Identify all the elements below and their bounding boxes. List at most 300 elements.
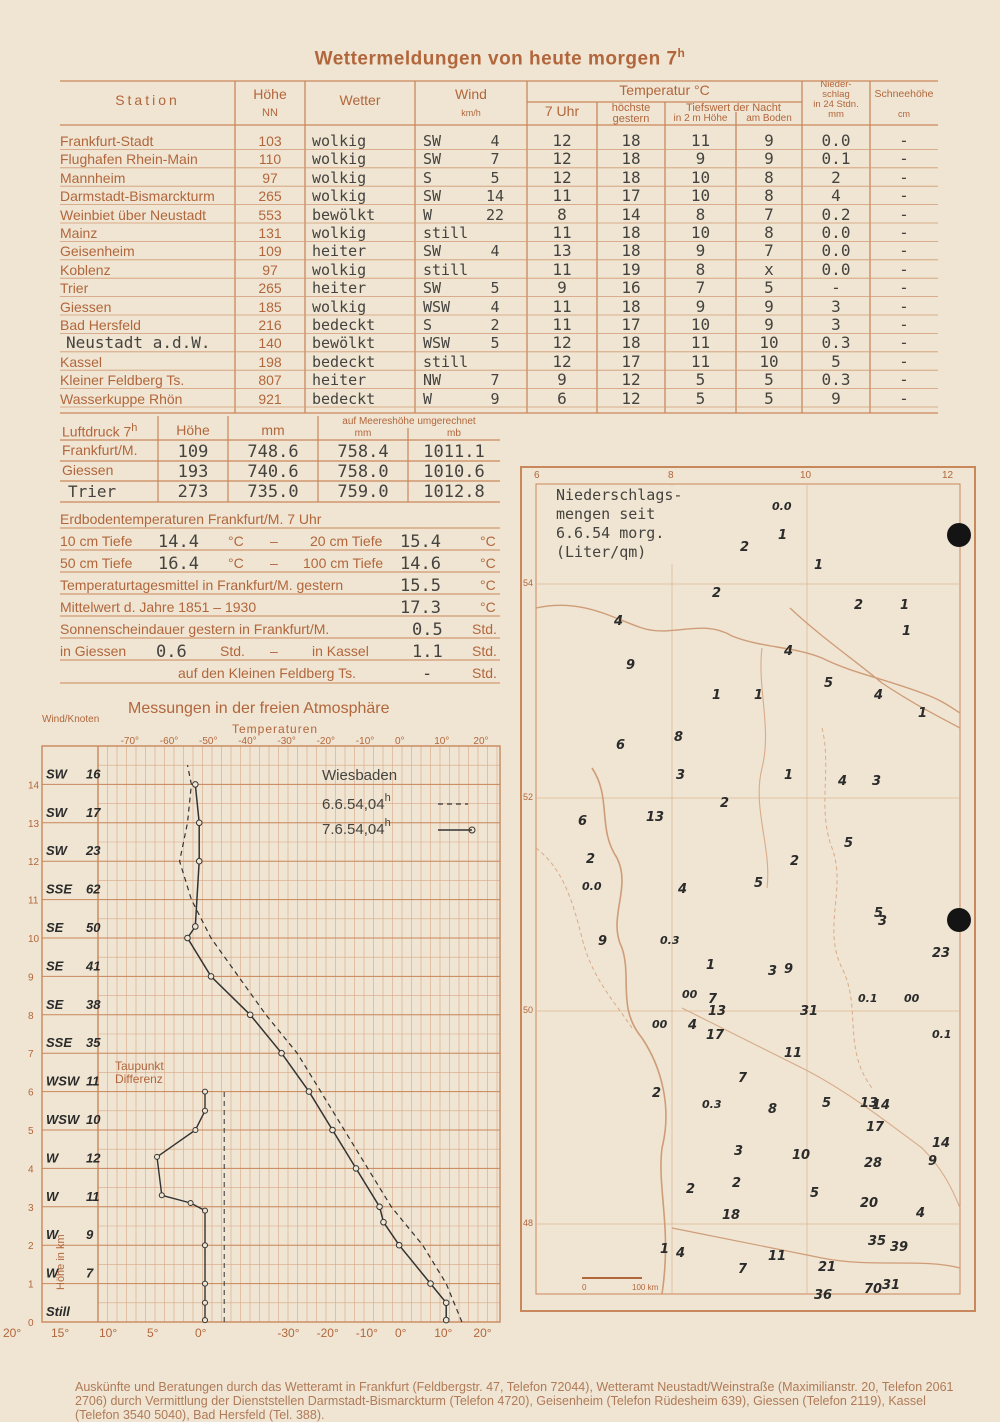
map-precip-value: 20 xyxy=(860,1196,879,1211)
hdr-hoehe: Höhe xyxy=(253,86,287,102)
station-tboden: 8 xyxy=(764,186,774,206)
feldberg-value: - xyxy=(422,664,433,684)
station-wetter: bewölkt xyxy=(312,205,376,224)
station-tmax: 18 xyxy=(621,296,641,316)
station-tmax: 14 xyxy=(621,204,641,224)
atmo-curve-point xyxy=(443,1317,449,1323)
station-name: Mannheim xyxy=(60,169,126,186)
hdr-nieder-3: in 24 Stdn. xyxy=(813,99,859,110)
precip-map xyxy=(520,466,976,1312)
atmo-bottom-tick: 10° xyxy=(434,1326,453,1340)
pressure-mb: 1011.1 xyxy=(423,442,485,462)
map-precip-value: 2 xyxy=(740,540,750,555)
station-t7: 12 xyxy=(552,351,572,371)
station-schnee: - xyxy=(899,167,909,187)
map-precip-value: 21 xyxy=(818,1260,837,1275)
station-wdir: S xyxy=(423,316,433,334)
map-precip-value: 11 xyxy=(784,1046,803,1061)
pressure-table xyxy=(60,416,500,504)
map-precip-value: 4 xyxy=(874,688,884,703)
station-wdir: SW xyxy=(423,150,442,169)
map-lon-tick-0: 6 xyxy=(534,470,540,481)
atmo-height-tick: 1 xyxy=(28,1279,34,1291)
station-schnee: - xyxy=(899,223,909,242)
hdr-wind: Wind xyxy=(455,86,487,102)
station-wetter: bedeckt xyxy=(312,316,376,334)
station-nied: 5 xyxy=(831,351,841,371)
atmo-wind-dir: SE xyxy=(46,958,64,974)
station-tboden: 7 xyxy=(764,204,774,224)
station-tboden: 5 xyxy=(764,278,774,298)
station-wspd: 5 xyxy=(490,279,500,298)
station-hoehe: 265 xyxy=(258,280,282,297)
station-name: Wasserkuppe Rhön xyxy=(60,390,183,407)
station-nied: 0.1 xyxy=(821,149,851,169)
station-nied: - xyxy=(831,278,841,298)
map-precip-value: 18 xyxy=(722,1208,741,1223)
map-precip-value: 1 xyxy=(814,558,824,573)
footer-text: Auskünfte und Beratungen durch das Wetteramt in Frankfurt (Feldbergstr. 47, Telefon 72044), Wetteramt Neustadt/Weinstraße (Maximilianstr. 20, Telefon 2061 2706) durch Vermittlung der Dienststellen Darmstadt-Bismarckturm (Telefon 4720), Geisenheim (Telefon Rüdesheim 639), Giessen (Telefon 2119), Kassel (Telefon 3540 5040), Bad Hersfeld (Tel. 388). xyxy=(75,1380,954,1422)
map-precip-value: 5 xyxy=(754,876,764,891)
station-hoehe: 185 xyxy=(258,298,282,315)
station-tmin: 5 xyxy=(695,370,706,390)
map-precip-value: 5 xyxy=(810,1186,820,1201)
station-tboden: 9 xyxy=(764,131,774,150)
station-tmax: 18 xyxy=(621,333,641,353)
station-hoehe: 216 xyxy=(258,317,282,333)
station-tmin: 10 xyxy=(690,167,711,187)
map-precip-value: 0.3 xyxy=(660,934,680,947)
atmo-bottom-tick: -30° xyxy=(277,1326,300,1340)
atmo-curve-point xyxy=(330,1127,336,1133)
atmo-height-tick: 3 xyxy=(28,1202,34,1214)
station-hoehe: 921 xyxy=(258,390,282,407)
station-wspd: 7 xyxy=(490,371,500,390)
map-precip-value: 00 xyxy=(682,988,698,1001)
atmo-top-tick: -50° xyxy=(199,736,218,747)
station-tmax: 18 xyxy=(621,131,641,150)
station-wdir: WSW xyxy=(423,297,451,316)
atmo-curve-point xyxy=(193,782,199,788)
soil-r2-dash: – xyxy=(270,555,278,571)
atmo-bottom-tick-left: 5° xyxy=(147,1326,159,1340)
mittel-label: Mittelwert d. Jahre 1851 – 1930 xyxy=(60,599,257,615)
atmo-wind-kn: 41 xyxy=(86,958,101,974)
station-wspd: 7 xyxy=(490,150,500,169)
station-hoehe: 807 xyxy=(258,372,282,389)
tmean-value: 15.5 xyxy=(400,576,441,596)
station-wdir: S xyxy=(423,168,433,187)
atmo-top-tick: -40° xyxy=(238,736,257,747)
map-precip-value: 35 xyxy=(868,1234,887,1249)
map-precip-value: 39 xyxy=(890,1240,909,1255)
hdr-nieder-4: mm xyxy=(828,109,844,120)
atmo-curve-point xyxy=(381,1219,387,1225)
station-t7: 9 xyxy=(557,370,567,390)
atmo-dew-point xyxy=(203,1300,208,1305)
atmo-height-label: Höhe in km xyxy=(55,1234,67,1290)
atmo-wind-dir: SW xyxy=(46,843,67,859)
map-precip-value: 1 xyxy=(754,688,764,703)
station-tmax: 17 xyxy=(621,186,641,206)
svg-text:0: 0 xyxy=(582,1283,587,1292)
station-tmin: 10 xyxy=(690,186,711,206)
station-nied: 4 xyxy=(831,186,841,206)
pressure-mm: 735.0 xyxy=(247,482,299,502)
map-title-l4: (Liter/qm) xyxy=(556,543,647,561)
map-precip-value: 14 xyxy=(932,1136,951,1151)
atmo-dew-point xyxy=(193,1128,198,1133)
station-tboden: 9 xyxy=(764,296,774,316)
pressure-name: Frankfurt/M. xyxy=(62,442,138,458)
station-wdir: still xyxy=(423,224,469,242)
atmo-height-tick: 10 xyxy=(28,934,40,945)
atmo-wind-kn: 50 xyxy=(86,920,101,935)
pressure-mb: 1010.6 xyxy=(423,462,485,482)
map-precip-value: 17 xyxy=(706,1028,725,1043)
soil-r2b-label: 100 cm Tiefe xyxy=(303,555,384,571)
atmo-curve-dashed xyxy=(180,765,462,1322)
atmo-height-tick: 0 xyxy=(28,1318,34,1329)
soil-block xyxy=(60,506,500,688)
atmo-wind-kn: 11 xyxy=(86,1073,100,1089)
map-precip-value: 00 xyxy=(652,1018,668,1031)
soil-r1-unit: °C xyxy=(228,533,244,549)
atmo-height-tick: 14 xyxy=(28,780,40,792)
atmo-dew-point xyxy=(203,1208,208,1213)
atmo-wind-dir: SW xyxy=(46,766,67,782)
station-schnee: - xyxy=(899,241,909,261)
station-nied: 0.3 xyxy=(821,370,851,390)
station-tmax: 18 xyxy=(621,223,641,242)
station-wdir: NW xyxy=(423,371,442,390)
station-name: Flughafen Rhein-Main xyxy=(60,151,198,168)
atmo-curve-point xyxy=(443,1300,449,1306)
station-schnee: - xyxy=(899,204,909,224)
pressure-hoehe: 109 xyxy=(177,442,209,462)
station-wetter: bedeckt xyxy=(312,389,376,408)
map-precip-value: 2 xyxy=(720,796,730,811)
atmo-wind-kn: 62 xyxy=(86,881,101,897)
atmo-wind-dir: W xyxy=(46,1227,59,1243)
map-precip-value: 6 xyxy=(578,814,588,829)
map-precip-value: 23 xyxy=(932,946,951,961)
map-precip-value: 5 xyxy=(824,676,834,691)
sonne-unit: Std. xyxy=(472,621,497,637)
soil-r2-unit: °C xyxy=(228,555,244,571)
station-wetter: heiter xyxy=(312,279,367,298)
map-precip-value: 2 xyxy=(732,1176,742,1191)
pressure-title-sup: h xyxy=(131,422,138,434)
station-tboden: x xyxy=(764,259,774,279)
atmo-top-tick: -20° xyxy=(316,736,336,747)
map-precip-value: 0.3 xyxy=(702,1098,722,1111)
atmo-wind-dir: W xyxy=(46,1150,59,1166)
station-tmax: 19 xyxy=(621,259,641,279)
station-nied: 3 xyxy=(831,296,841,316)
map-precip-value: 4 xyxy=(614,614,624,629)
atmo-wind-dir: Still xyxy=(46,1304,70,1319)
sonne-label: Sonnenscheindauer gestern in Frankfurt/M. xyxy=(60,621,330,637)
station-name: Kleiner Feldberg Ts. xyxy=(60,372,185,389)
map-precip-value: 2 xyxy=(790,854,800,869)
title-sup: h xyxy=(677,46,686,60)
station-tmax: 18 xyxy=(621,149,641,169)
map-precip-value: 0.1 xyxy=(858,992,878,1005)
station-wspd: 4 xyxy=(490,132,500,150)
atmo-dew-point xyxy=(203,1108,208,1113)
station-t7: 11 xyxy=(552,186,572,206)
station-tboden: 9 xyxy=(764,149,774,169)
station-wdir: WSW xyxy=(423,334,451,353)
tmean-unit: °C xyxy=(480,577,496,593)
hdr-7uhr: 7 Uhr xyxy=(544,103,580,119)
map-precip-value: 1 xyxy=(660,1242,670,1257)
map-lon-tick-1: 8 xyxy=(668,470,674,481)
station-tboden: 9 xyxy=(764,315,774,334)
station-wspd: 14 xyxy=(485,187,505,206)
station-wetter: wolkig xyxy=(312,187,367,206)
hdr-wind-sub: km/h xyxy=(461,108,481,118)
atmo-wind-kn: 23 xyxy=(86,843,101,859)
atmo-top-tick: 20° xyxy=(473,736,489,747)
atmo-wind-kn: 38 xyxy=(86,996,101,1012)
map-title-l3: 6.6.54 morg. xyxy=(556,524,665,542)
map-precip-value: 5 xyxy=(822,1096,832,1111)
atmo-dew-point xyxy=(188,1200,193,1205)
atmo-curve-point xyxy=(428,1281,434,1287)
station-nied: 9 xyxy=(831,388,841,408)
station-tmin: 11 xyxy=(690,333,711,353)
station-tmin: 11 xyxy=(690,131,711,150)
atmo-legend-1 xyxy=(322,792,391,813)
station-t7: 11 xyxy=(552,296,572,316)
station-name: Frankfurt-Stadt xyxy=(60,133,154,149)
atmo-curve-solid xyxy=(188,784,447,1320)
atmo-legend-1-text: 6.6.54,04 xyxy=(322,796,385,813)
atmo-wind-dir: SW xyxy=(46,804,67,820)
soil-r1b-value: 15.4 xyxy=(400,532,441,552)
atmo-bottom-tick: -20° xyxy=(316,1326,339,1340)
pressure-hoehe: 273 xyxy=(177,482,209,502)
station-tmin: 9 xyxy=(695,241,706,261)
punch-hole-top xyxy=(947,523,971,547)
map-title-l1: Niederschlags- xyxy=(556,486,683,504)
kassel-unit: Std. xyxy=(472,643,497,659)
station-name: Kassel xyxy=(60,353,103,370)
pressure-title xyxy=(62,422,137,440)
atmo-height-tick: 6 xyxy=(28,1087,34,1099)
station-nied: 0.3 xyxy=(821,333,851,353)
page-title xyxy=(0,46,1000,70)
map-precip-value: 1 xyxy=(706,958,716,973)
atmo-wind-kn: 12 xyxy=(86,1150,101,1166)
station-schnee: - xyxy=(899,296,909,316)
station-tboden: 8 xyxy=(764,167,774,187)
station-nied: 0.0 xyxy=(821,223,851,242)
atmo-bottom-tick-left: 20° xyxy=(3,1326,22,1340)
hdr-wetter: Wetter xyxy=(339,92,381,108)
station-hoehe: 110 xyxy=(258,151,282,168)
station-t7: 13 xyxy=(552,241,572,261)
hdr-temperatur: Temperatur °C xyxy=(619,82,710,98)
atmo-curve-point xyxy=(196,858,202,864)
mittel-unit: °C xyxy=(480,599,496,615)
map-precip-value: 5 xyxy=(874,906,884,921)
pressure-title-text: Luftdruck 7 xyxy=(62,423,132,440)
map-precip-value: 3 xyxy=(768,964,778,979)
station-t7: 12 xyxy=(552,167,572,187)
map-precip-value: 9 xyxy=(598,934,608,949)
hdr-schnee: Schneehöhe xyxy=(874,88,934,100)
hdr-hoechste: höchste xyxy=(611,102,651,114)
map-precip-value: 7 xyxy=(738,1262,748,1277)
atmo-height-tick: 12 xyxy=(28,857,40,869)
station-t7: 11 xyxy=(552,223,572,242)
station-wspd: 5 xyxy=(490,168,500,187)
atmo-dew-point xyxy=(203,1089,208,1094)
station-hoehe: 131 xyxy=(258,225,282,241)
atmo-curve-point xyxy=(196,820,202,826)
atmo-dew-point xyxy=(155,1154,160,1159)
station-t7: 9 xyxy=(557,278,567,298)
station-tmin: 8 xyxy=(695,204,706,224)
map-precip-value: 11 xyxy=(768,1249,787,1264)
map-title xyxy=(556,486,686,564)
pressure-mb: 1012.8 xyxy=(423,482,485,502)
map-precip-value: 70 xyxy=(864,1282,883,1297)
atmo-wind-kn: 16 xyxy=(86,766,101,782)
station-wdir: SW xyxy=(423,132,442,150)
giessen-dash: – xyxy=(270,643,278,659)
station-wspd: 4 xyxy=(490,297,500,316)
station-hoehe: 109 xyxy=(258,243,282,260)
pressure-hdr-hoehe: Höhe xyxy=(176,422,210,438)
station-schnee: - xyxy=(899,388,909,408)
hdr-gestern: gestern xyxy=(612,113,650,125)
atmo-wind-dir: SE xyxy=(46,996,64,1012)
map-precip-value: 31 xyxy=(882,1278,901,1293)
map-precip-value: 13 xyxy=(708,1004,727,1019)
pressure-hdr-mb: mb xyxy=(447,428,461,439)
station-tboden: 5 xyxy=(764,388,774,408)
atmo-top-tick: -60° xyxy=(159,736,179,747)
map-precip-value: 0.0 xyxy=(582,880,602,893)
hdr-station: Station xyxy=(115,92,180,108)
station-wdir: W xyxy=(423,205,433,224)
atmo-curve-point xyxy=(353,1166,359,1172)
hdr-hoehe-sub: NN xyxy=(262,107,278,119)
station-nied: 0.0 xyxy=(821,241,851,261)
atmo-wind-kn: 11 xyxy=(86,1188,100,1204)
station-tboden: 7 xyxy=(764,241,774,261)
atmo-wind-dir: W xyxy=(46,1188,59,1204)
map-precip-value: 9 xyxy=(928,1154,938,1169)
atmo-diagram xyxy=(3,730,510,1345)
station-t7: 12 xyxy=(552,131,572,150)
station-schnee: - xyxy=(899,315,909,334)
atmo-legend-2-text: 7.6.54,04 xyxy=(322,821,385,838)
station-tboden: 10 xyxy=(759,351,779,371)
station-wetter: heiter xyxy=(312,242,367,261)
atmo-curve-point xyxy=(306,1089,312,1095)
atmo-title: Messungen in der freien Atmosphäre xyxy=(128,700,390,717)
atmo-curve-point xyxy=(193,924,199,930)
map-precip-value: 9 xyxy=(784,962,794,977)
map-precip-value: 3 xyxy=(676,768,686,783)
map-precip-value: 1 xyxy=(900,598,910,613)
station-tmin: 7 xyxy=(695,278,706,298)
station-t7: 11 xyxy=(552,315,572,334)
station-hoehe: 265 xyxy=(258,188,282,205)
atmo-curve-point xyxy=(377,1204,383,1210)
atmo-dew-point xyxy=(159,1193,164,1198)
pressure-mm_sea: 758.0 xyxy=(337,462,389,482)
map-precip-value: 7 xyxy=(708,992,718,1007)
station-wetter: wolkig xyxy=(312,224,367,242)
map-precip-value: 8 xyxy=(768,1102,778,1117)
station-hoehe: 97 xyxy=(262,261,278,278)
kassel-value: 1.1 xyxy=(412,642,443,662)
map-precip-value: 00 xyxy=(904,992,920,1005)
atmo-wind-kn: 7 xyxy=(86,1265,94,1281)
atmo-top-tick: -10° xyxy=(355,736,375,747)
hdr-nieder-1: Nieder- xyxy=(820,79,852,90)
map-precip-value: 31 xyxy=(800,1004,819,1019)
sonne-value: 0.5 xyxy=(412,620,443,640)
map-precip-value: 0.0 xyxy=(772,500,792,513)
map-lat-tick-1: 52 xyxy=(523,792,534,802)
atmo-legend-1-sup: h xyxy=(384,792,391,804)
station-wspd: 4 xyxy=(490,242,500,261)
map-precip-value: 2 xyxy=(854,598,864,613)
atmo-height-tick: 13 xyxy=(28,818,40,830)
soil-title: Erdbodentemperaturen Frankfurt/M. 7 Uhr xyxy=(60,511,322,527)
station-wspd: 2 xyxy=(490,316,500,334)
atmo-bottom-tick-left: 15° xyxy=(51,1326,70,1340)
map-precip-value: 0.1 xyxy=(932,1028,952,1041)
title-text: Wettermeldungen von heute morgen 7 xyxy=(314,48,678,70)
atmo-height-tick: 4 xyxy=(28,1164,34,1176)
station-t7: 12 xyxy=(552,149,572,169)
station-nied: 0.0 xyxy=(821,259,851,279)
feldberg-unit: Std. xyxy=(472,665,497,681)
station-schnee: - xyxy=(899,131,909,150)
soil-r1-dash: – xyxy=(270,533,278,549)
atmo-top-tick: 10° xyxy=(434,736,450,747)
station-schnee: - xyxy=(899,351,909,371)
soil-r2-value: 16.4 xyxy=(158,554,199,574)
station-schnee: - xyxy=(899,259,909,279)
map-precip-value: 2 xyxy=(712,586,722,601)
atmo-height-tick: 11 xyxy=(28,895,39,907)
station-wetter: wolkig xyxy=(312,150,367,169)
atmo-dew-point xyxy=(203,1318,208,1323)
station-wetter: bewölkt xyxy=(312,334,376,353)
soil-r1-label: 10 cm Tiefe xyxy=(60,533,133,549)
map-precip-value: 5 xyxy=(844,836,854,851)
pressure-name: Trier xyxy=(68,482,117,501)
station-nied: 2 xyxy=(831,167,841,187)
station-name: Darmstadt-Bismarckturm xyxy=(60,188,215,205)
station-wetter: wolkig xyxy=(312,168,367,187)
punch-hole-bottom xyxy=(947,908,971,932)
station-wetter: bedeckt xyxy=(312,352,376,371)
kassel-label: in Kassel xyxy=(312,643,369,659)
station-wdir: still xyxy=(423,352,469,371)
atmo-top-tick: 0° xyxy=(395,736,405,747)
atmo-curve-point xyxy=(396,1242,402,1248)
